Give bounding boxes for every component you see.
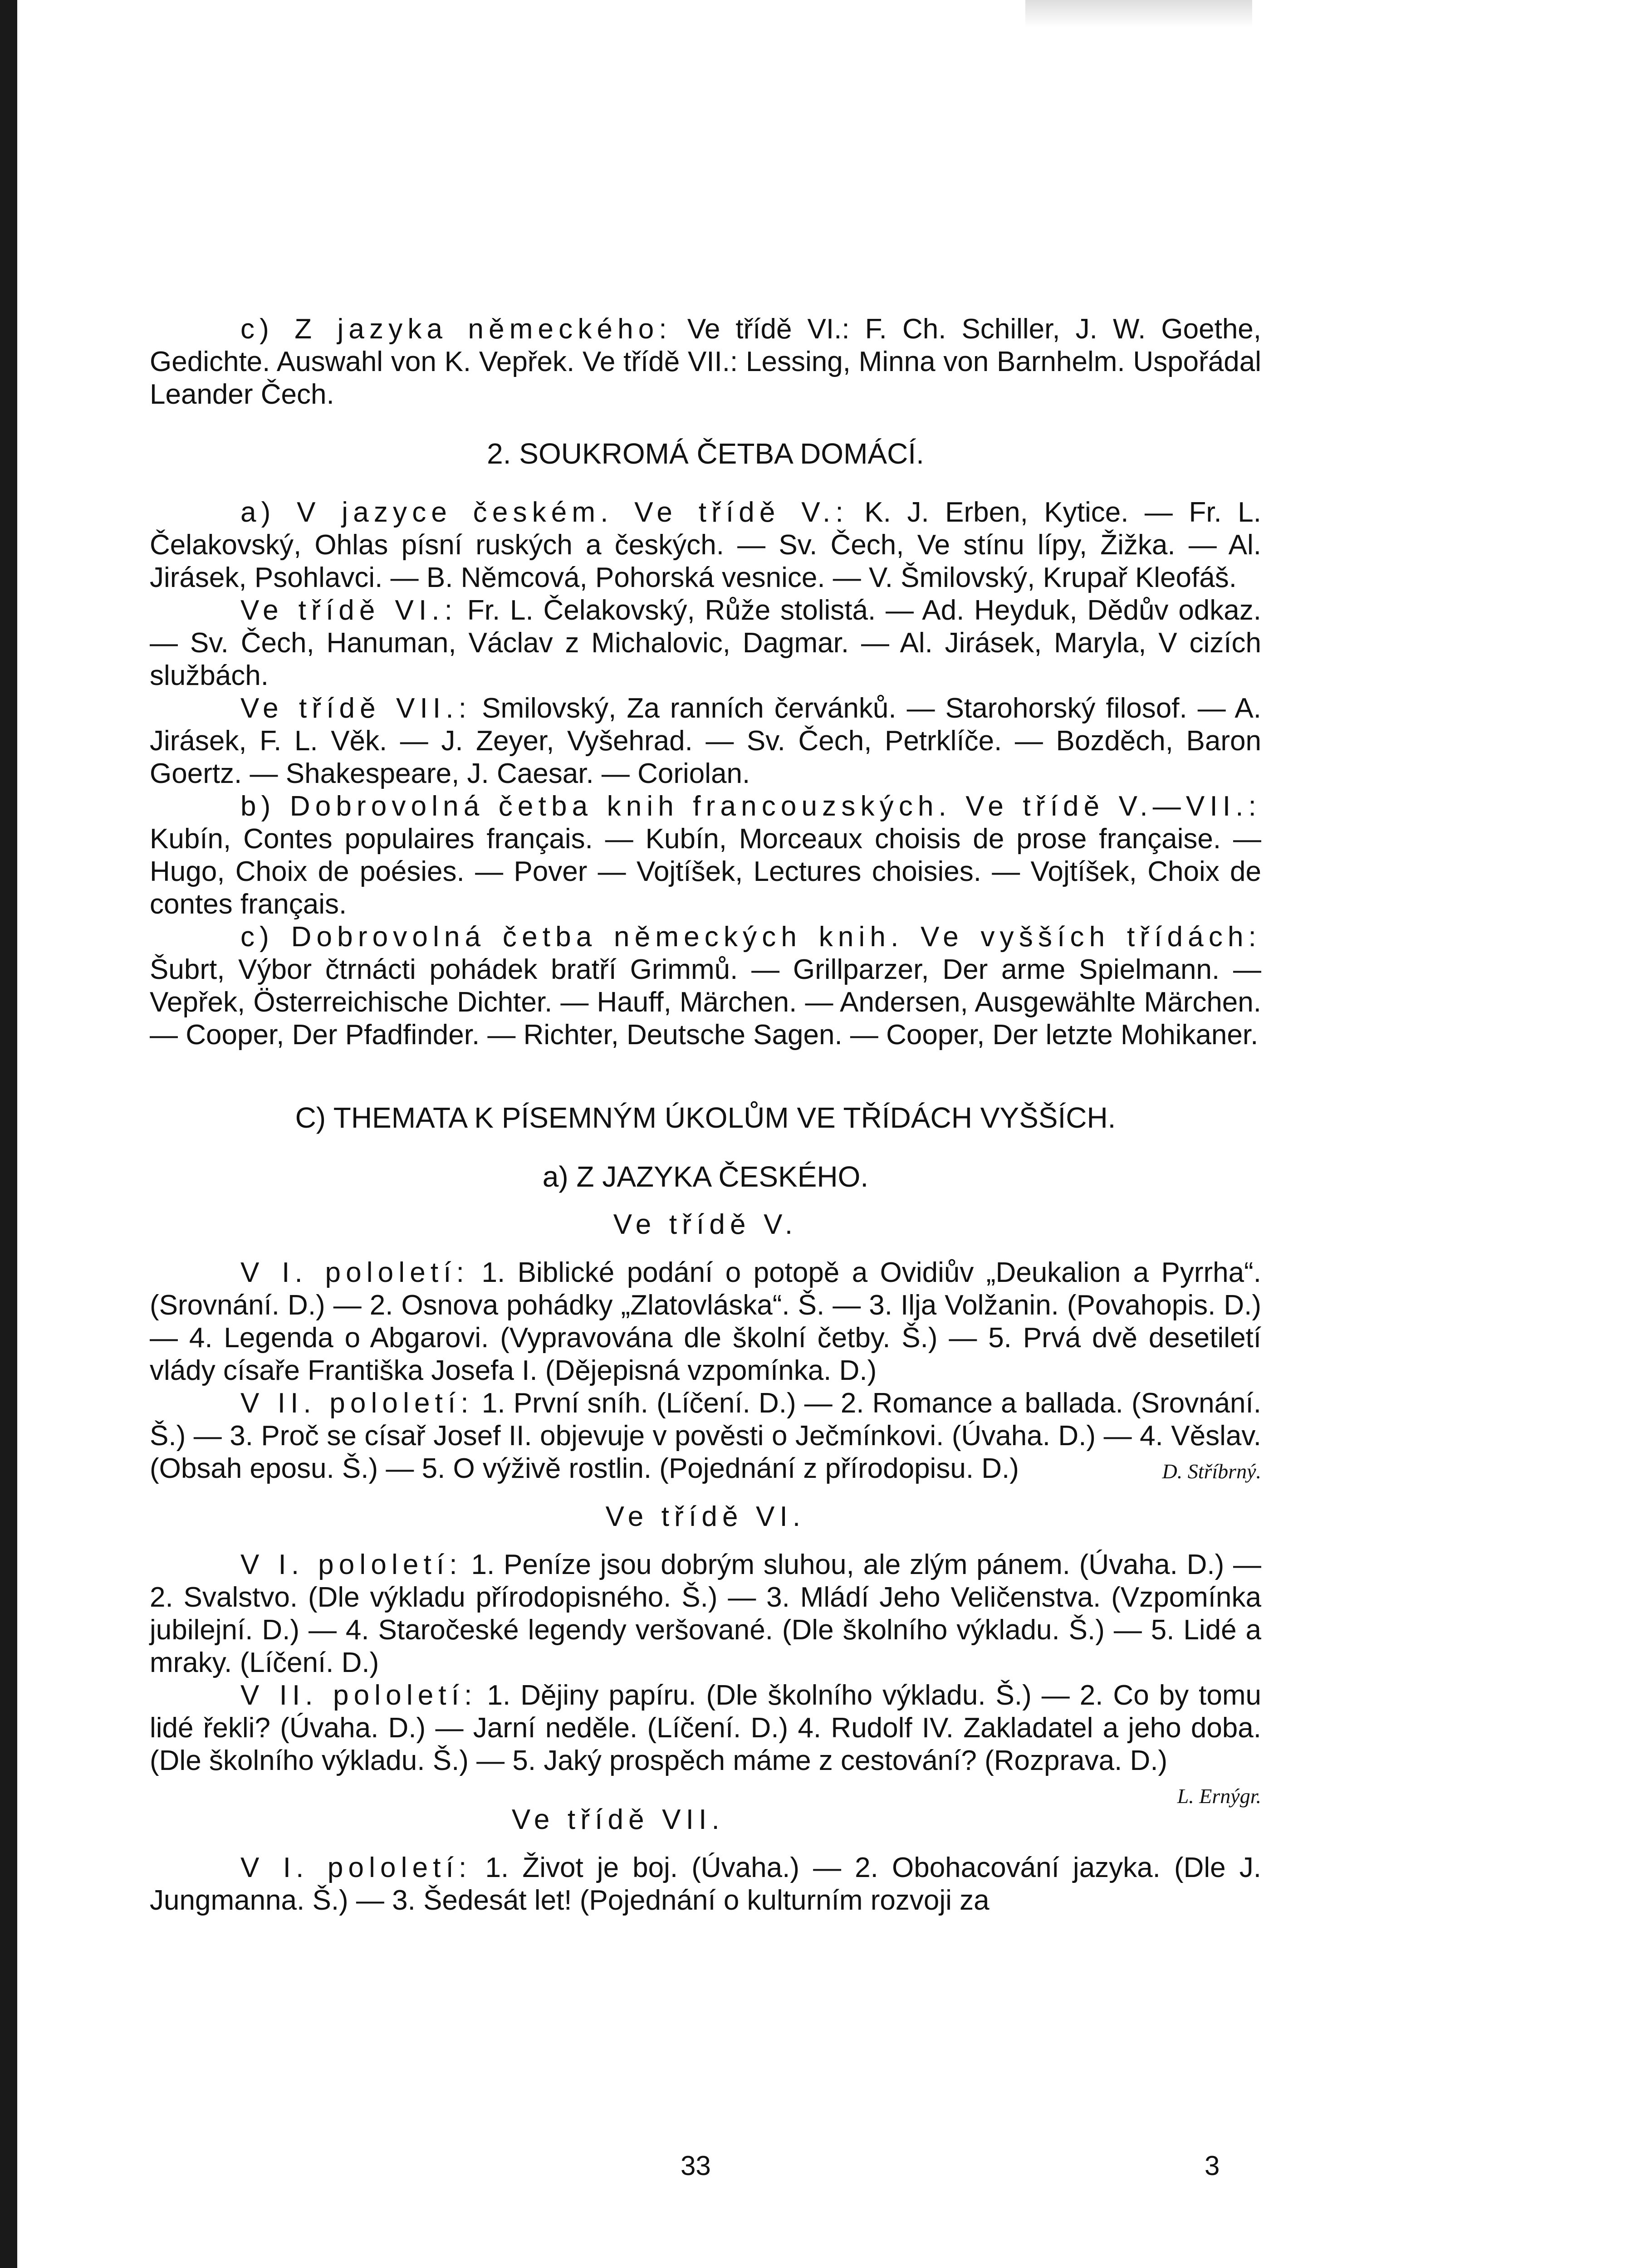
- page-number: 33: [681, 2151, 711, 2181]
- paragraph-class-v-sem2: [150, 1387, 1261, 1485]
- body-text: 1. První sníh. (Líčení. D.) — 2. Romance a ballada. (Srovnání. Š.) — 3. Proč se císař Josef II. objevuje v pověsti o Ječmínkovi. (Úvaha. D.) — 4. Věslav. (Obsah eposu. Š.) — 5. O výživě rostlin. (Pojednání z přírodopisu. D.): [150, 1388, 1261, 1484]
- heading-class-vi: Ve třídě VI.: [605, 1501, 806, 1532]
- body-text: Smilovský, Za ranních červánků. — Starohorský filosof. — A. Jirásek, F. L. Věk. — J. Zeyer, Vyšehrad. — Sv. Čech, Petrklíče. — Bozděch, Baron Goertz. — Shakespeare, J. Caesar. — Coriolan.: [150, 693, 1261, 789]
- body-text: 1. Biblické podání o potopě a Ovidiův „Deukalion a Pyrrha“. (Srovnání. D.) — 2. Osnova pohádky „Zlatovláska“. Š. — 3. Ilja Volžanin. (Povahopis. D.) — 4. Legenda o Abgarovi. (Vypravována dle školní četby. Š.) — 5. Prvá dvě desetiletí vlády císaře Františka Josefa I. (Dějepisná vzpomínka. D.): [150, 1257, 1261, 1386]
- body-text: Ve třídě VI.: F. Ch. Schiller, J. W. Goethe, Gedichte. Auswahl von K. Vepřek. Ve třídě VII.: Lessing, Minna von Barnhelm. Uspořádal Leander Čech.: [150, 313, 1262, 410]
- body-text: Fr. L. Čelakovský, Růže stolistá. — Ad. Heyduk, Dědův odkaz. — Sv. Čech, Hanuman, Václav z Michalovic, Dagmar. — Al. Jirásek, Maryla, V cizích službách.: [150, 595, 1261, 691]
- lead-text: Ve třídě VI.:: [240, 595, 458, 626]
- heading-private-reading: 2. SOUKROMÁ ČETBA DOMÁCÍ.: [487, 437, 924, 470]
- paragraph-class-v-sem1: [150, 1256, 1261, 1387]
- lead-text: a) V jazyce českém. Ve třídě V.:: [240, 497, 848, 528]
- lead-text: b) Dobrovolná četba knih francouzských. Ve třídě V.—VII.:: [240, 791, 1261, 822]
- heading-class-v: Ve třídě V.: [613, 1209, 798, 1240]
- lead-text: Ve třídě VII.:: [240, 693, 472, 724]
- scan-top-mark: [1025, 0, 1252, 27]
- heading-class-vii: Ve třídě VII.: [511, 1804, 725, 1835]
- paragraph-czech-vii: [150, 692, 1261, 790]
- paragraph-czech-v: [150, 496, 1261, 594]
- body-text: 1. Život je boj. (Úvaha.) — 2. Obohacování jazyka. (Dle J. Jungmanna. Š.) — 3. Šedesát let! (Pojednání o kulturním rozvoji za: [150, 1852, 1261, 1916]
- lead-text: c) Z jazyka německého:: [240, 313, 672, 345]
- body-text: Kubín, Contes populaires français. — Kubín, Morceaux choisis de prose française. — Hugo, Choix de poésies. — Pover — Vojtíšek, Lectures choisies. — Vojtíšek, Choix de contes français.: [150, 823, 1261, 920]
- lead-text: c) Dobrovolná četba německých knih. Ve vyšších třídách:: [240, 921, 1261, 953]
- paragraph-german-reading: [150, 313, 1261, 411]
- body-text: K. J. Erben, Kytice. — Fr. L. Čelakovský, Ohlas písní ruských a českých. — Sv. Čech, Ve stínu lípy, Žižka. — Al. Jirásek, Psohlavci. — B. Němcová, Pohorská vesnice. — V. Šmilovský, Krupař Kleofáš.: [150, 497, 1261, 593]
- lead-text: V I. pololetí:: [240, 1852, 472, 1883]
- body-text: 1. Peníze jsou dobrým sluhou, ale zlým pánem. (Úvaha. D.) — 2. Svalstvo. (Dle výkladu přírodopisného. Š.) — 3. Mládí Jeho Veličenstva. (Vzpomínka jubilejní. D.) — 4. Staročeské legendy veršované. (Dle školního výkladu. Š.) — 5. Lidé a mraky. (Líčení. D.): [150, 1549, 1261, 1678]
- page-content: [150, 313, 1261, 1917]
- scan-left-edge: [0, 0, 17, 2268]
- author-signature: D. Stříbrný.: [1162, 1460, 1261, 1483]
- paragraph-czech-vi: [150, 594, 1261, 692]
- heading-czech-language: a) Z JAZYKA ČESKÉHO.: [542, 1160, 869, 1193]
- paragraph-french-reading: [150, 790, 1261, 921]
- author-signature: L. Ernýgr.: [1177, 1784, 1261, 1808]
- body-text: 1. Dějiny papíru. (Dle školního výkladu. Š.) — 2. Co by tomu lidé řekli? (Úvaha. D.) — Jarní neděle. (Líčení. D.) 4. Rudolf IV. Zakladatel a jeho doba. (Dle školního výkladu. Š.) — 5. Jaký prospěch máme z cestování? (Rozprava. D.): [150, 1680, 1261, 1776]
- lead-text: V I. pololetí:: [240, 1549, 462, 1580]
- body-text: Šubrt, Výbor čtrnácti pohádek bratří Grimmů. — Grillparzer, Der arme Spielmann. — Vepřek, Österreichische Dichter. — Hauff, Märchen. — Andersen, Ausgewählte Märchen. — Cooper, Der Pfadfinder. — Richter, Deutsche Sagen. — Cooper, Der letzte Mohikaner.: [150, 954, 1261, 1051]
- paragraph-german-books: [150, 921, 1261, 1051]
- paragraph-class-vii-sem1: [150, 1852, 1261, 1917]
- lead-text: V II. pololetí:: [240, 1388, 474, 1419]
- lead-text: V II. pololetí:: [240, 1680, 477, 1711]
- paragraph-class-vi-sem1: [150, 1549, 1261, 1679]
- signature-mark: 3: [1205, 2151, 1220, 2181]
- lead-text: V I. pololetí:: [240, 1257, 470, 1288]
- heading-themes: C) THEMATA K PÍSEMNÝM ÚKOLŮM VE TŘÍDÁCH VYŠŠÍCH.: [295, 1101, 1116, 1134]
- paragraph-class-vi-sem2: [150, 1679, 1261, 1808]
